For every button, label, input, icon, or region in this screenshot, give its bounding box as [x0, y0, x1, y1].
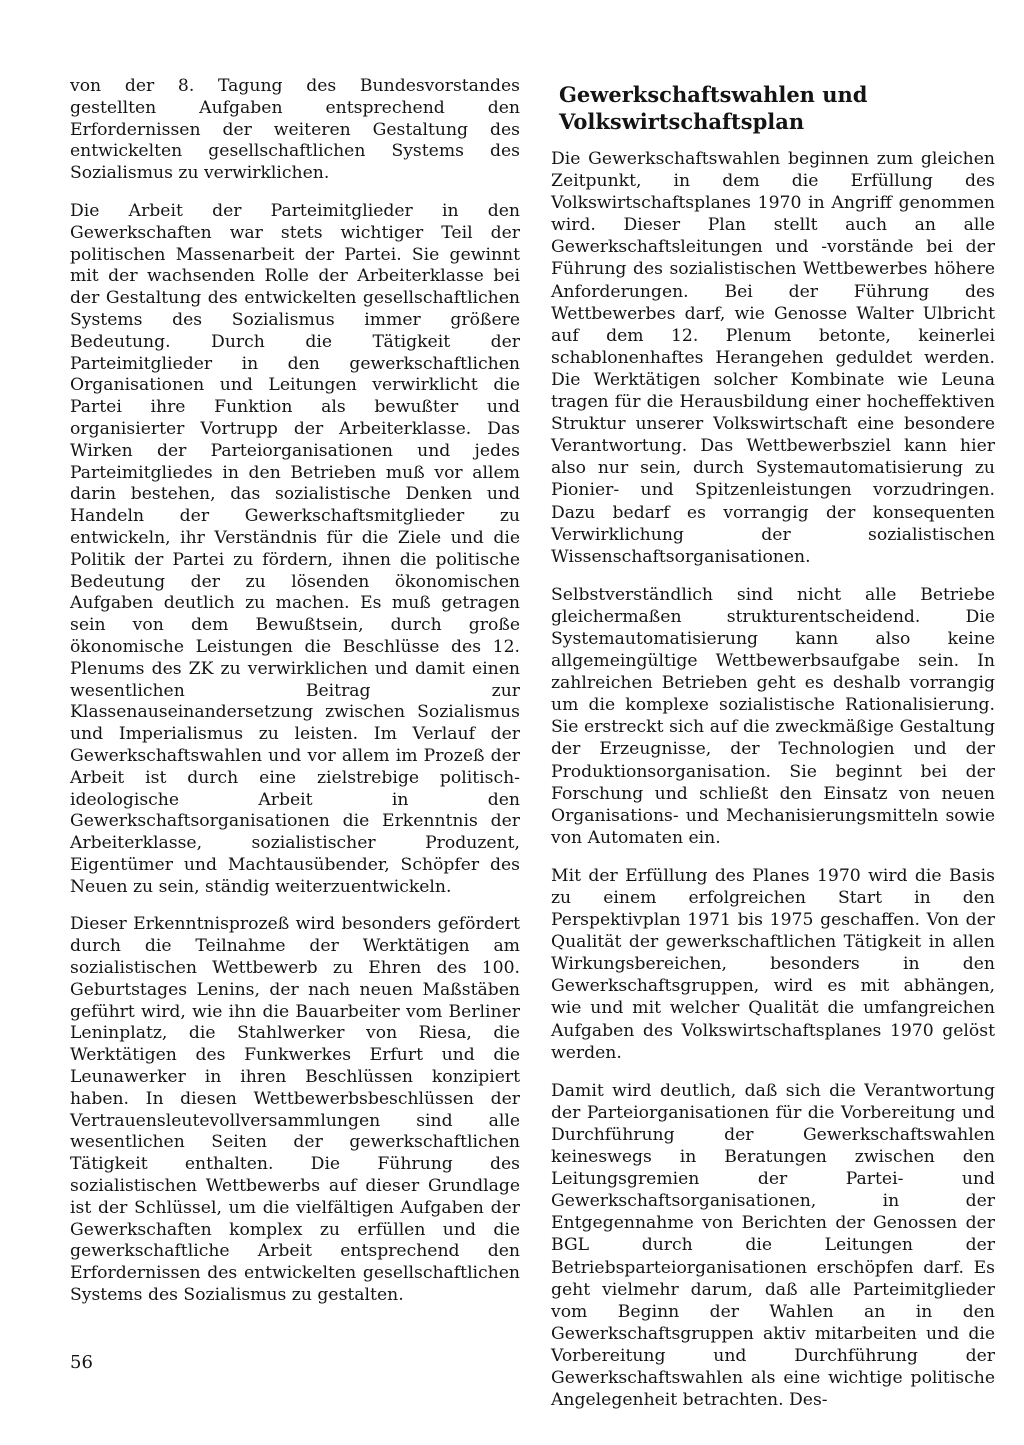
right-column [551, 76, 995, 1427]
left-column [70, 76, 520, 1323]
paragraph: Die Gewerkschaftswahlen beginnen zum gleichen Zeitpunkt, in dem die Erfüllung des Volkswirtschaftsplanes 1970 in Angriff genommen wird. Dieser Plan stellt auch an alle Gewerkschaftsleitungen und -vorstände bei der Führung des sozialistischen Wettbewerbes höhere Anforderungen. Bei der Führung des Wettbewerbes darf, wie Genosse Walter Ulbricht auf dem 12. Plenum betonte, keinerlei schablonenhaftes Herangehen geduldet werden. Die Werktätigen solcher Kombinate wie Leuna tragen für die Herausbildung einer hocheffektiven Struktur unserer Volkswirtschaft eine besondere Verantwortung. Das Wettbewerbsziel kann hier also nur sein, durch Systemautomatisierung zu Pionier- und Spitzenleistungen vorzudringen. Dazu bedarf es vorrangig der konsequenten Verwirklichung der sozialistischen Wissenschaftsorganisationen. [551, 149, 995, 567]
section-heading: Gewerkschaftswahlen und Volkswirtschaftsplan [559, 82, 868, 134]
paragraph: Damit wird deutlich, daß sich die Verantwortung der Parteiorganisationen für die Vorbereitung und Durchführung der Gewerkschaftswahlen keineswegs in Beratungen zwischen den Leitungsgremien der Partei- und Gewerkschaftsorganisationen, in der Entgegennahme von Berichten der Genossen der BGL durch die Leitungen der Betriebsparteiorganisationen erschöpfen darf. Es geht vielmehr darum, daß alle Parteimitglieder vom Beginn der Wahlen an in den Gewerkschaftsgruppen aktiv mitarbeiten und die Vorbereitung und Durchführung der Gewerkschaftswahlen als eine wichtige politische Angelegenheit betrachten. Des- [551, 1080, 995, 1411]
paragraph: Die Arbeit der Parteimitglieder in den Gewerkschaften war stets wichtiger Teil der politischen Massenarbeit der Partei. Sie gewinnt mit der wachsenden Rolle der Arbeiterklasse bei der Gestaltung des entwickelten gesellschaftlichen Systems des Sozialismus immer größere Bedeutung. Durch die Tätigkeit der Parteimitglieder in den gewerkschaftlichen Organisationen und Leitungen verwirklicht die Partei ihre Funktion als bewußter und organisierter Vortrupp der Arbeiterklasse. Das Wirken der Parteiorganisationen und jedes Parteimitgliedes in den Betrieben muß vor allem darin bestehen, das sozialistische Denken und Handeln der Gewerkschaftsmitglieder zu entwickeln, ihr Verständnis für die Ziele und die Politik der Partei zu fördern, ihnen die politische Bedeutung der zu lösenden ökonomischen Aufgaben deutlich zu machen. Es muß getragen sein von dem Bewußtsein, durch große ökonomische Leistungen die Beschlüsse des 12. Plenums des ZK zu verwirklichen und damit einen wesentlichen Beitrag zur Klassenauseinandersetzung zwischen Sozialismus und Imperialismus zu leisten. Im Verlauf der Gewerkschaftswahlen und vor allem im Prozeß der Arbeit ist durch eine zielstrebige politisch-ideologische Arbeit in den Gewerkschaftsorganisationen die Erkenntnis der Arbeiterklasse, sozialistischer Produzent, Eigentümer und Machtausübender, Schöpfer des Neuen zu sein, ständig weiterzuentwickeln. [70, 200, 520, 897]
paragraph: von der 8. Tagung des Bundesvorstandes gestellten Aufgaben entsprechend den Erfordernissen der weiteren Gestaltung des entwickelten gesellschaftlichen Systems des Sozialismus zu verwirklichen. [70, 76, 520, 184]
paragraph: Mit der Erfüllung des Planes 1970 wird die Basis zu einem erfolgreichen Start in den Perspektivplan 1971 bis 1975 geschaffen. Von der Qualität der gewerkschaftlichen Tätigkeit in allen Wirkungsbereichen, besonders in den Gewerkschaftsgruppen, wird es mit abhängen, wie und mit welcher Qualität die umfangreichen Aufgaben des Volkswirtschaftsplanes 1970 gelöst werden. [551, 865, 995, 1063]
page-number: 56 [70, 1352, 93, 1373]
paragraph: Dieser Erkenntnisprozeß wird besonders gefördert durch die Teilnahme der Werktätigen am sozialistischen Wettbewerb zu Ehren des 100. Geburtstages Lenins, der nach neuen Maßstäben geführt wird, wie ihn die Bauarbeiter vom Berliner Leninplatz, die Stahlwerker von Riesa, die Werktätigen des Funkwerkes Erfurt und die Leunawerker in ihren Beschlüssen konzipiert haben. In diesen Wettbewerbsbeschlüssen der Vertrauensleutevollversammlungen sind alle wesentlichen Seiten der gewerkschaftlichen Tätigkeit enthalten. Die Führung des sozialistischen Wettbewerbs auf dieser Grundlage ist der Schlüssel, um die vielfältigen Aufgaben der Gewerkschaften komplex zu erfüllen und die gewerkschaftliche Arbeit entsprechend den Erfordernissen des entwickelten gesellschaftlichen Systems des Sozialismus zu gestalten. [70, 914, 520, 1306]
paragraph: Selbstverständlich sind nicht alle Betriebe gleichermaßen strukturentscheidend. Die Systemautomatisierung kann also keine allgemeingültige Wettbewerbsaufgabe sein. In zahlreichen Betrieben geht es deshalb vorrangig um die komplexe sozialistische Rationalisierung. Sie erstreckt sich auf die zweckmäßige Gestaltung der Erzeugnisse, der Technologien und der Produktionsorganisation. Sie beginnt bei der Forschung und schließt den Einsatz von neuen Organisations- und Mechanisierungsmitteln sowie von Automaten ein. [551, 584, 995, 848]
